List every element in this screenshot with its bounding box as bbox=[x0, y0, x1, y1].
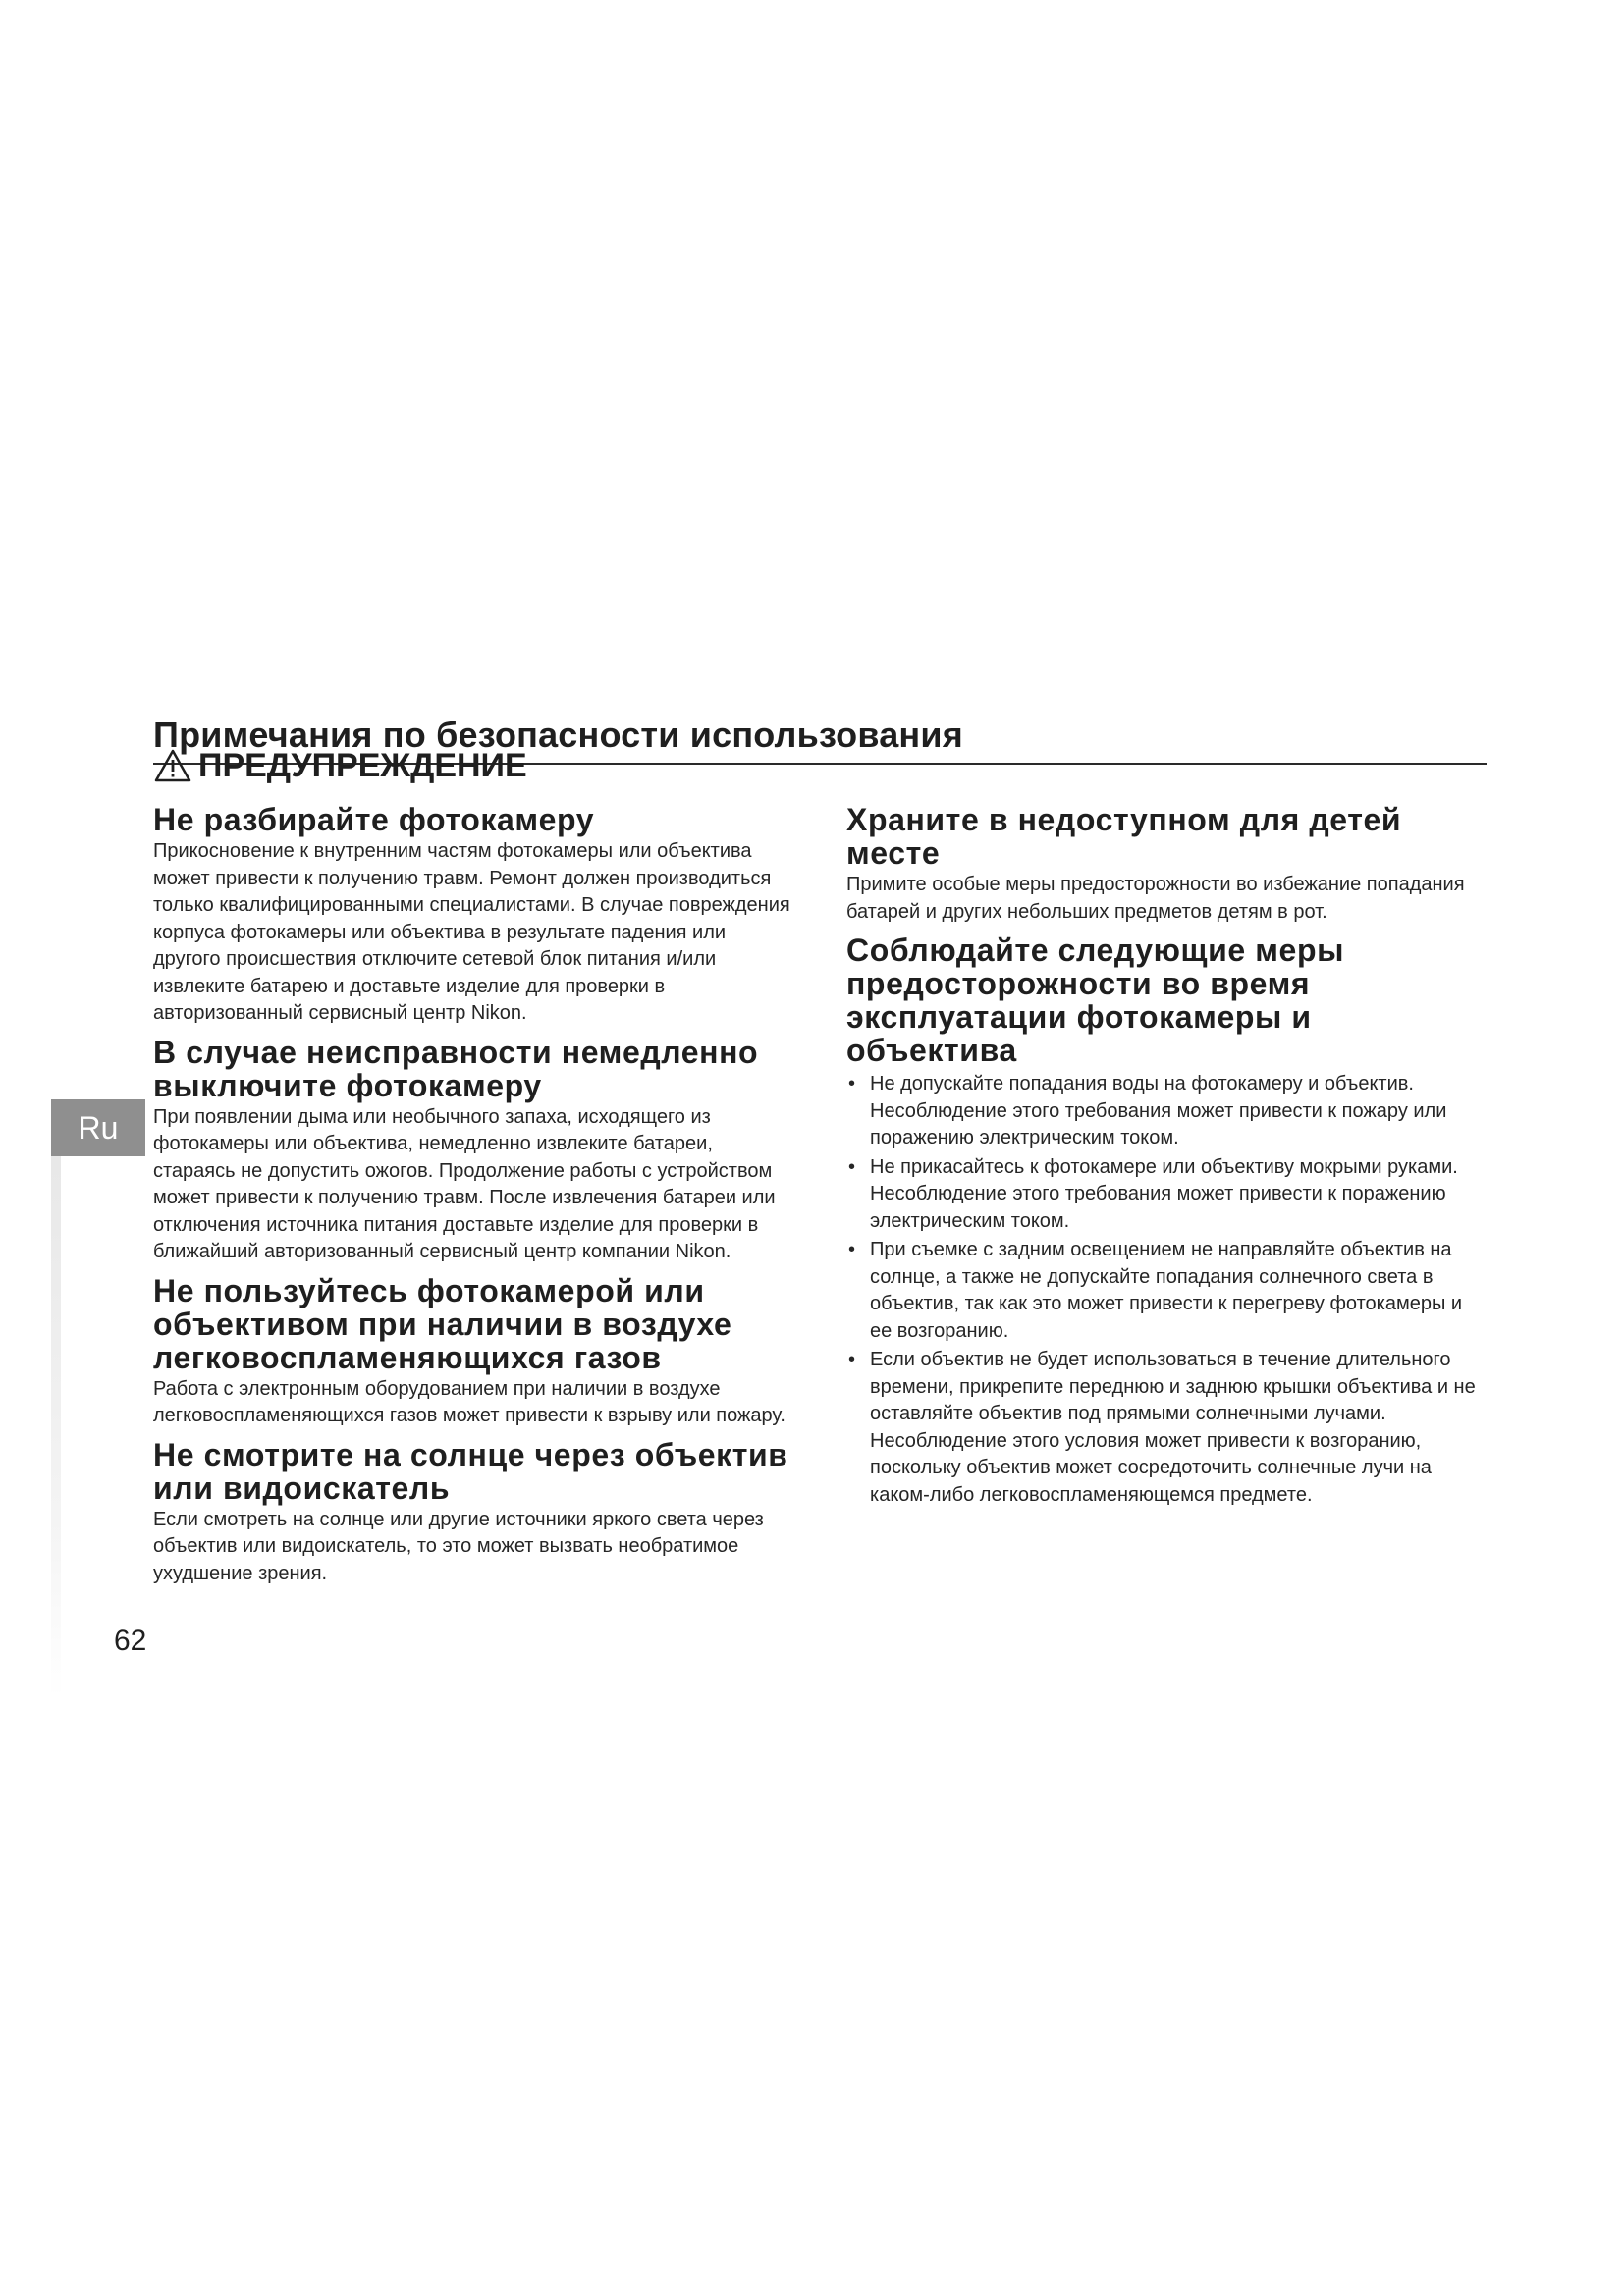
section-children bbox=[846, 803, 1487, 926]
left-column bbox=[153, 803, 791, 1595]
section-precautions bbox=[846, 934, 1487, 1509]
section-heading: Не пользуйтесь фотокамерой или объективом при наличии в воздухе легковоспламеняющихся газов bbox=[153, 1272, 732, 1375]
list-item: • Не допускайте попадания воды на фотокамеру и объектив. Несоблюдение этого требования может привести к пожару или поражению электрическим током. bbox=[846, 1071, 1487, 1152]
section-sun bbox=[153, 1438, 791, 1588]
warning-heading-text: ПРЕДУПРЕЖДЕНИЕ bbox=[198, 747, 527, 784]
right-column bbox=[846, 803, 1487, 1517]
section-flammable-gas bbox=[153, 1274, 791, 1430]
language-strip bbox=[51, 1099, 61, 1698]
warning-triangle-icon bbox=[153, 748, 192, 783]
precautions-list bbox=[846, 1071, 1487, 1509]
list-item: • При съемке с задним освещением не направляйте объектив на солнце, а также не допускайте попадания солнечного света в объектив, так как это может привести к перегреву фотокамеры и ее возгоранию. bbox=[846, 1237, 1487, 1345]
section-body: Примите особые меры предосторожности во избежание попадания батарей и других небольших предметов детям в рот. bbox=[846, 874, 1465, 923]
section-heading: Не смотрите на солнце через объектив или видоискатель bbox=[153, 1436, 788, 1506]
section-heading: Соблюдайте следующие меры предосторожности во время эксплуатации фотокамеры и объектива bbox=[846, 933, 1345, 1068]
language-tab: Ru bbox=[51, 1099, 145, 1156]
section-body: Если смотреть на солнце или другие источники яркого света через объектив или видоискатель, то это может вызвать необратимое ухудшение зрения. bbox=[153, 1508, 764, 1584]
section-body: Прикосновение к внутренним частям фотокамеры или объектива может привести к получению травм. Ремонт должен производиться только квалифицированными специалистами. В случае повреждения корпуса фотокамеры или объектива в результате падения или другого происшествия отключите сетевой блок питания и/или извлеките батарею и доставьте изделие для проверки в авторизованный сервисный центр Nikon. bbox=[153, 840, 790, 1024]
section-heading: Не разбирайте фотокамеру bbox=[153, 802, 595, 837]
section-body: Работа с электронным оборудованием при наличии в воздухе легковоспламеняющихся газов может привести к взрыву или пожару. bbox=[153, 1377, 785, 1426]
warning-heading bbox=[153, 744, 527, 787]
list-item: • Не прикасайтесь к фотокамере или объективу мокрыми руками. Несоблюдение этого требования может привести к поражению электрическим током. bbox=[846, 1154, 1487, 1236]
section-heading: В случае неисправности немедленно выключите фотокамеру bbox=[153, 1034, 759, 1103]
list-item: • Если объектив не будет использоваться в течение длительного времени, прикрепите переднюю и заднюю крышки объектива и не оставляйте объектив под прямыми солнечными лучами. Несоблюдение этого условия может привести к возгоранию, поскольку объектив может сосредоточить солнечные лучи на каком-либо легковоспламеняющемся предмете. bbox=[846, 1347, 1487, 1509]
section-heading: Храните в недоступном для детей месте bbox=[846, 802, 1402, 871]
page-title: Примечания по безопасности использования bbox=[153, 714, 1487, 765]
page-number: 62 bbox=[114, 1625, 147, 1657]
section-body: При появлении дыма или необычного запаха, исходящего из фотокамеры или объектива, немедленно извлеките батареи, стараясь не допустить ожогов. Продолжение работы с устройством может привести к получению травм. После извлечения батареи или отключения источника питания доставьте изделие для проверки в ближайший авторизованный сервисный центр компании Nikon. bbox=[153, 1105, 776, 1262]
section-dont-disassemble bbox=[153, 803, 791, 1028]
section-malfunction bbox=[153, 1036, 791, 1266]
